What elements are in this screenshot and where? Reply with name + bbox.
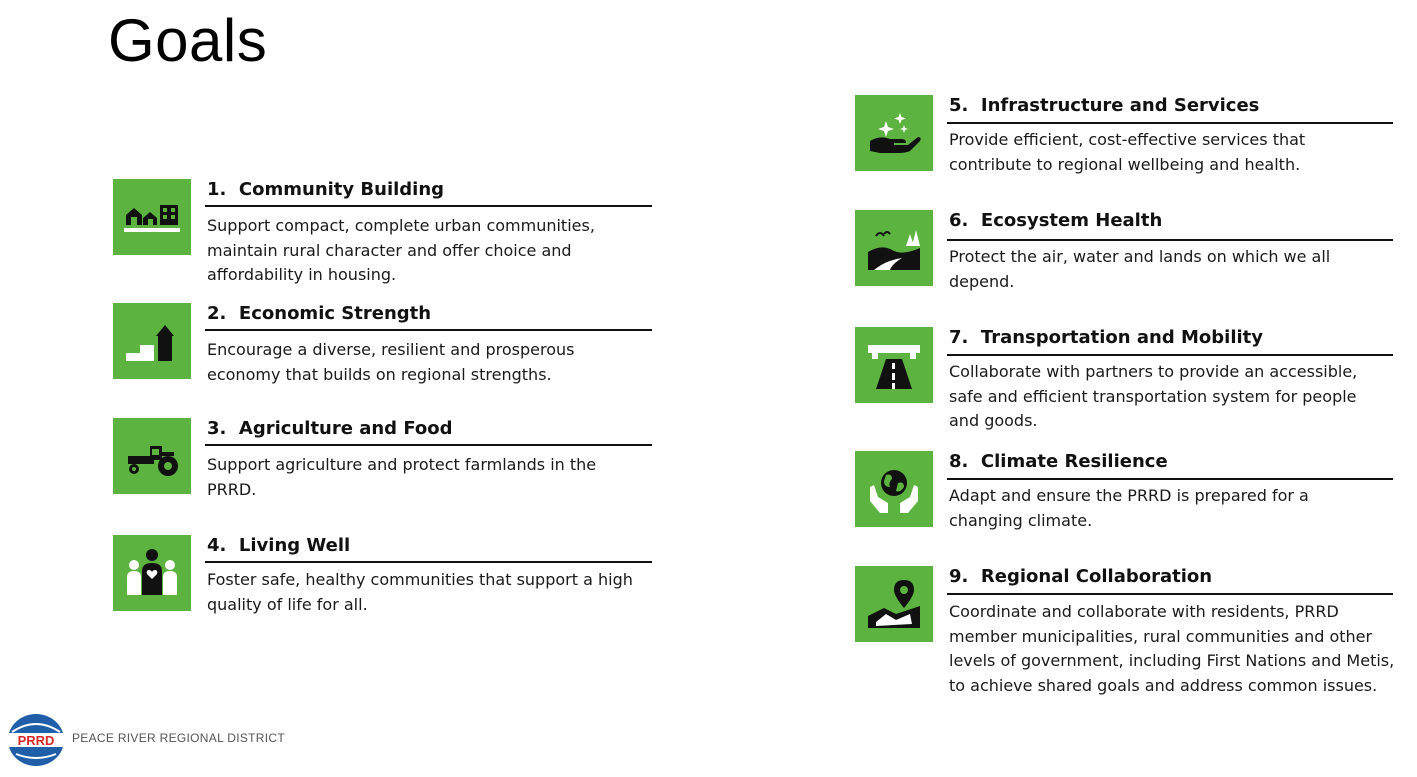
goal-title: 3. Agriculture and Food <box>207 418 453 439</box>
logo-text: PRRD <box>17 733 55 748</box>
goal-description: Support compact, complete urban communities, maintain rural character and offer choice and affordability in housing. <box>207 216 595 284</box>
goal-description: Foster safe, healthy communities that support a high quality of life for all. <box>207 570 633 614</box>
goal-description: Collaborate with partners to provide an accessible, safe and efficient transportation system for people and goods. <box>949 362 1358 430</box>
goal-description: Protect the air, water and lands on which we all depend. <box>949 247 1331 291</box>
goal-divider <box>947 122 1393 124</box>
goal-divider <box>205 444 652 446</box>
organization-name: PEACE RIVER REGIONAL DISTRICT <box>72 731 285 745</box>
map-pin-icon <box>855 566 933 642</box>
goal-divider <box>947 354 1393 356</box>
goal-divider <box>947 593 1393 595</box>
hand-sparkles-icon <box>855 95 933 171</box>
hands-globe-icon <box>855 451 933 527</box>
road-overpass-icon <box>855 327 933 403</box>
goal-title: 6. Ecosystem Health <box>949 210 1163 231</box>
landscape-river-icon <box>855 210 933 286</box>
goal-description: Adapt and ensure the PRRD is prepared for a changing climate. <box>949 486 1309 530</box>
goal-divider <box>205 205 652 207</box>
goal-title: 7. Transportation and Mobility <box>949 327 1263 348</box>
prrd-logo <box>6 712 66 768</box>
goal-title: 4. Living Well <box>207 535 351 556</box>
goal-title: 5. Infrastructure and Services <box>949 95 1260 116</box>
goal-title: 8. Climate Resilience <box>949 451 1168 472</box>
page-title: Goals <box>108 7 268 74</box>
tractor-icon <box>113 418 191 494</box>
goal-title: 9. Regional Collaboration <box>949 566 1213 587</box>
goal-divider <box>205 329 652 331</box>
goal-description: Provide efficient, cost-effective services that contribute to regional wellbeing and health. <box>949 130 1306 174</box>
goal-divider <box>947 478 1393 480</box>
goal-description: Coordinate and collaborate with residents, PRRD member municipalities, rural communities and other levels of government, including First Nations and Metis, to achieve shared goals and address common issues. <box>949 602 1395 695</box>
goal-divider <box>205 561 652 563</box>
goal-title: 2. Economic Strength <box>207 303 432 324</box>
people-family-icon <box>113 535 191 611</box>
goal-description: Encourage a diverse, resilient and prosperous economy that builds on regional strengths. <box>207 340 575 384</box>
goal-title: 1. Community Building <box>207 179 445 200</box>
economic-growth-icon <box>113 303 191 379</box>
goal-divider <box>947 239 1393 241</box>
goal-description: Support agriculture and protect farmlands in the PRRD. <box>207 455 597 499</box>
community-building-icon <box>113 179 191 255</box>
